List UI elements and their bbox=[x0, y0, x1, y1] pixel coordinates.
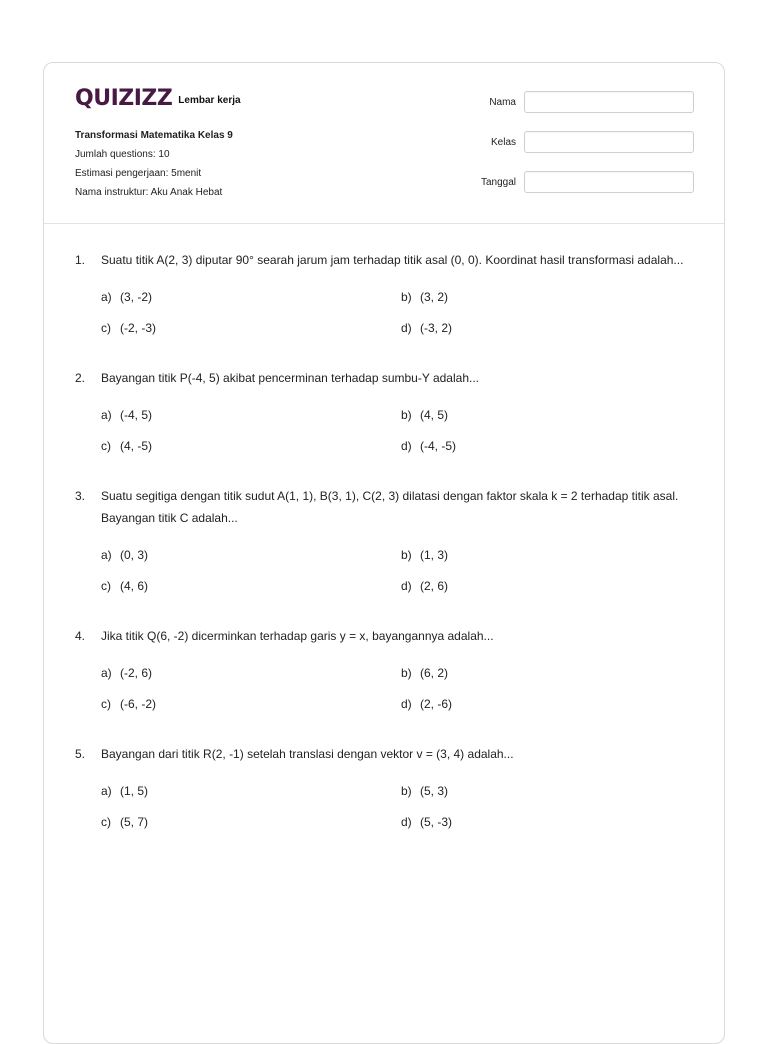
question-2 bbox=[75, 367, 695, 457]
option-c[interactable] bbox=[101, 694, 401, 715]
worksheet-page bbox=[43, 62, 725, 1044]
option-letter: b) bbox=[401, 548, 412, 562]
option-value: (1, 5) bbox=[120, 784, 149, 798]
option-letter: a) bbox=[101, 784, 112, 798]
option-letter: a) bbox=[101, 408, 112, 422]
option-letter: b) bbox=[401, 290, 412, 304]
option-value: (5, 3) bbox=[420, 784, 449, 798]
class-label: Kelas bbox=[490, 136, 516, 148]
question-4 bbox=[75, 625, 695, 715]
class-input[interactable] bbox=[524, 131, 694, 153]
option-letter: c) bbox=[101, 815, 111, 829]
option-b[interactable] bbox=[401, 663, 701, 684]
option-d[interactable] bbox=[401, 812, 701, 833]
worksheet-title: Transformasi Matematika Kelas 9 bbox=[75, 130, 233, 141]
option-letter: a) bbox=[101, 666, 112, 680]
question-list bbox=[75, 249, 695, 861]
option-a[interactable] bbox=[101, 663, 401, 684]
option-value: (2, -6) bbox=[420, 697, 453, 711]
worksheet-meta bbox=[75, 126, 233, 202]
option-value: (0, 3) bbox=[120, 548, 149, 562]
option-value: (-2, -3) bbox=[120, 321, 156, 335]
worksheet-header bbox=[44, 63, 724, 224]
answer-options bbox=[101, 781, 695, 833]
question-5 bbox=[75, 743, 695, 833]
option-value: (4, 5) bbox=[420, 408, 449, 422]
option-value: (3, 2) bbox=[420, 290, 449, 304]
option-d[interactable] bbox=[401, 694, 701, 715]
option-c[interactable] bbox=[101, 436, 401, 457]
option-value: (-6, -2) bbox=[120, 697, 156, 711]
question-number: 5. bbox=[75, 747, 86, 761]
option-c[interactable] bbox=[101, 318, 401, 339]
option-a[interactable] bbox=[101, 287, 401, 308]
option-value: (4, 6) bbox=[120, 579, 149, 593]
option-c[interactable] bbox=[101, 812, 401, 833]
date-label: Tanggal bbox=[480, 176, 516, 188]
date-input[interactable] bbox=[524, 171, 694, 193]
answer-options bbox=[101, 287, 695, 339]
option-a[interactable] bbox=[101, 545, 401, 566]
question-text: Jika titik Q(6, -2) dicerminkan terhadap garis y = x, bayangannya adalah... bbox=[101, 629, 494, 643]
answer-options bbox=[101, 663, 695, 715]
option-b[interactable] bbox=[401, 781, 701, 802]
option-letter: d) bbox=[401, 815, 412, 829]
option-letter: d) bbox=[401, 439, 412, 453]
option-b[interactable] bbox=[401, 405, 701, 426]
option-value: (2, 6) bbox=[420, 579, 449, 593]
option-letter: d) bbox=[401, 321, 412, 335]
option-letter: c) bbox=[101, 321, 111, 335]
name-input[interactable] bbox=[524, 91, 694, 113]
question-text: Bayangan titik P(-4, 5) akibat pencerminan terhadap sumbu-Y adalah... bbox=[101, 371, 479, 385]
option-letter: d) bbox=[401, 697, 412, 711]
class-field bbox=[456, 131, 694, 153]
option-d[interactable] bbox=[401, 318, 701, 339]
brand-row bbox=[75, 87, 241, 111]
date-field bbox=[456, 171, 694, 193]
option-value: (4, -5) bbox=[120, 439, 153, 453]
option-value: (3, -2) bbox=[120, 290, 153, 304]
option-letter: b) bbox=[401, 408, 412, 422]
worksheet-label: Lembar kerja bbox=[178, 94, 241, 106]
question-number: 3. bbox=[75, 489, 86, 503]
option-d[interactable] bbox=[401, 436, 701, 457]
quizizz-logo: QUIZIZZ bbox=[75, 86, 173, 111]
option-value: (-4, -5) bbox=[420, 439, 456, 453]
question-number: 4. bbox=[75, 629, 86, 643]
question-count: Jumlah questions: 10 bbox=[75, 149, 170, 160]
option-d[interactable] bbox=[401, 576, 701, 597]
option-letter: c) bbox=[101, 439, 111, 453]
option-letter: b) bbox=[401, 784, 412, 798]
answer-options bbox=[101, 405, 695, 457]
option-b[interactable] bbox=[401, 287, 701, 308]
option-value: (5, 7) bbox=[120, 815, 149, 829]
option-letter: a) bbox=[101, 548, 112, 562]
option-c[interactable] bbox=[101, 576, 401, 597]
option-letter: d) bbox=[401, 579, 412, 593]
option-a[interactable] bbox=[101, 405, 401, 426]
option-value: (5, -3) bbox=[420, 815, 453, 829]
question-number: 1. bbox=[75, 253, 86, 267]
option-letter: c) bbox=[101, 579, 111, 593]
option-value: (-2, 6) bbox=[120, 666, 153, 680]
option-value: (-3, 2) bbox=[420, 321, 453, 335]
question-number: 2. bbox=[75, 371, 86, 385]
name-field bbox=[456, 91, 694, 113]
option-letter: a) bbox=[101, 290, 112, 304]
question-text: Suatu titik A(2, 3) diputar 90° searah jarum jam terhadap titik asal (0, 0). Koordinat hasil transformasi adalah... bbox=[101, 253, 684, 267]
question-3 bbox=[75, 485, 695, 597]
answer-options bbox=[101, 545, 695, 597]
question-text: Suatu segitiga dengan titik sudut A(1, 1), B(3, 1), C(2, 3) dilatasi dengan faktor skala k = 2 terhadap titik asal. Bayangan titik C adalah... bbox=[101, 489, 679, 525]
option-value: (1, 3) bbox=[420, 548, 449, 562]
option-value: (-4, 5) bbox=[120, 408, 153, 422]
option-value: (6, 2) bbox=[420, 666, 449, 680]
name-label: Nama bbox=[489, 96, 516, 108]
time-estimate: Estimasi pengerjaan: 5menit bbox=[75, 168, 202, 179]
question-1 bbox=[75, 249, 695, 339]
option-a[interactable] bbox=[101, 781, 401, 802]
question-text: Bayangan dari titik R(2, -1) setelah translasi dengan vektor v = (3, 4) adalah... bbox=[101, 747, 514, 761]
option-b[interactable] bbox=[401, 545, 701, 566]
option-letter: b) bbox=[401, 666, 412, 680]
instructor-name: Nama instruktur: Aku Anak Hebat bbox=[75, 187, 223, 198]
option-letter: c) bbox=[101, 697, 111, 711]
